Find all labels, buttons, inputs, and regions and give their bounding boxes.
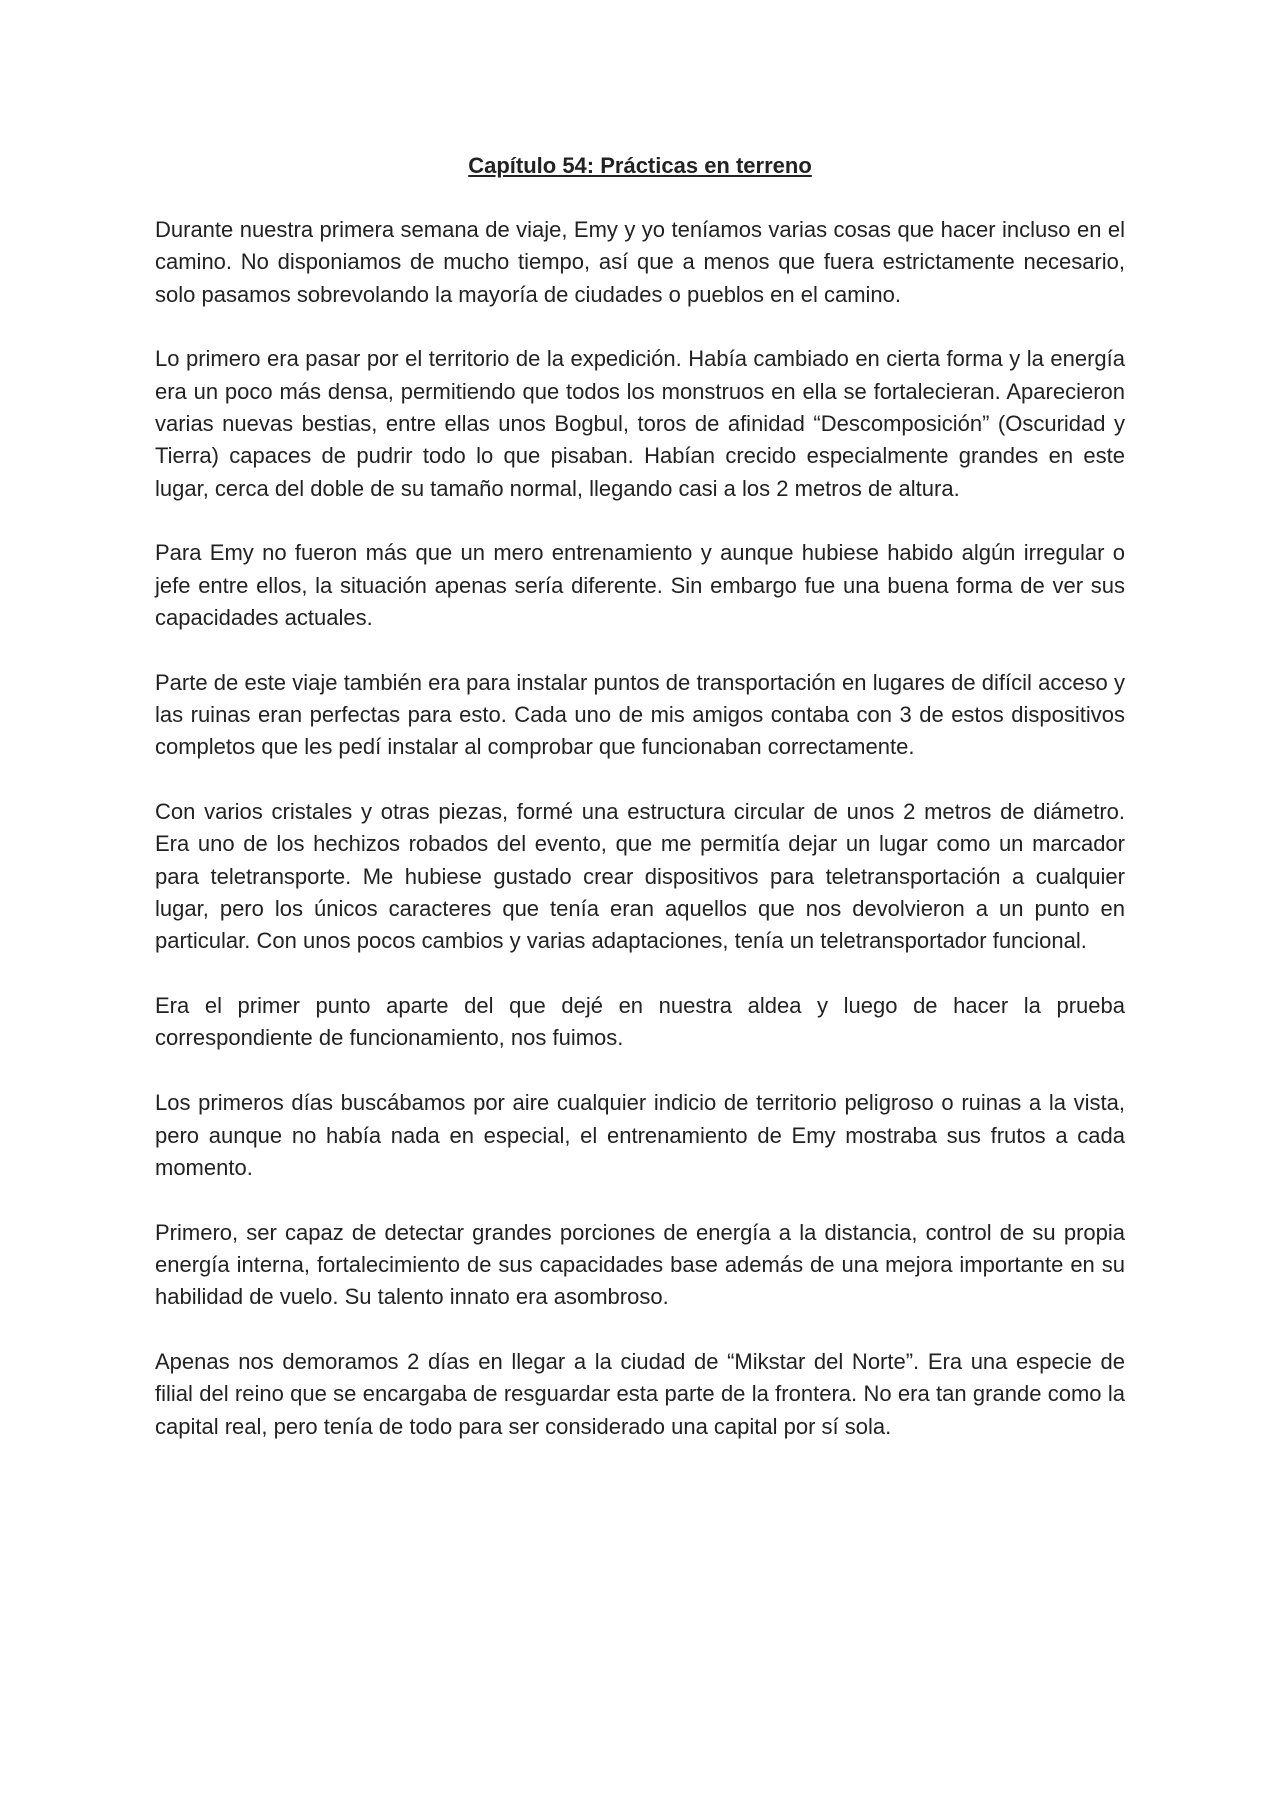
paragraph-3: Para Emy no fueron más que un mero entrenamiento y aunque hubiese habido algún irregular o jefe entre ellos, la situación apenas sería diferente. Sin embargo fue una buena forma de ver sus capacidades actuales. — [155, 540, 1125, 630]
paragraph-8: Primero, ser capaz de detectar grandes porciones de energía a la distancia, control de su propia energía interna, fortalecimiento de sus capacidades base además de una mejora importante en su habilidad de vuelo. Su talento innato era asombroso. — [155, 1219, 1125, 1310]
paragraph-5: Con varios cristales y otras piezas, formé una estructura circular de unos 2 metros de diámetro. Era uno de los hechizos robados del evento, que me permitía dejar un lugar como un marcador para teletransporte. Me hubiese gustado crear dispositivos para teletransportación a cualquier lugar, pero los únicos caracteres que tenía eran aquellos que nos devolvieron a un punto en particular. Con unos pocos cambios y varias adaptaciones, tenía un teletransportador funcional. — [155, 799, 1125, 954]
paragraph-4: Parte de este viaje también era para instalar puntos de transportación en lugares de difícil acceso y las ruinas eran perfectas para esto. Cada uno de mis amigos contaba con 3 de estos dispositivos completos que les pedí instalar al comprobar que funcionaban correctamente. — [155, 669, 1125, 760]
paragraph-6: Era el primer punto aparte del que dejé en nuestra aldea y luego de hacer la prueba correspondiente de funcionamiento, nos fuimos. — [155, 993, 1125, 1051]
chapter-title: Capítulo 54: Prácticas en terreno — [468, 153, 812, 178]
paragraph-2: Lo primero era pasar por el territorio de la expedición. Había cambiado en cierta forma y la energía era un poco más densa, permitiendo que todos los monstruos en ella se fortalecieran. Aparecieron varias nuevas bestias, entre ellas unos Bogbul, toros de afinidad “Descomposición” (Oscuridad y Tierra) capaces de pudrir todo lo que pisaban. Habían crecido especialmente grandes en este lugar, cerca del doble de su tamaño normal, llegando casi a los 2 metros de altura. — [155, 346, 1125, 501]
paragraph-9: Apenas nos demoramos 2 días en llegar a la ciudad de “Mikstar del Norte”. Era una especie de filial del reino que se encargaba de resguardar esta parte de la frontera. No era tan grande como la capital real, pero tenía de todo para ser considerado una capital por sí sola. — [155, 1349, 1125, 1439]
paragraph-7: Los primeros días buscábamos por aire cualquier indicio de territorio peligroso o ruinas a la vista, pero aunque no había nada en especial, el entrenamiento de Emy mostraba sus frutos a cada momento. — [155, 1090, 1125, 1180]
paragraph-1: Durante nuestra primera semana de viaje, Emy y yo teníamos varias cosas que hacer incluso en el camino. No disponiamos de mucho tiempo, así que a menos que fuera estrictamente necesario, solo pasamos sobrevolando la mayoría de ciudades o pueblos en el camino. — [155, 217, 1125, 307]
document-body — [155, 150, 1125, 1475]
